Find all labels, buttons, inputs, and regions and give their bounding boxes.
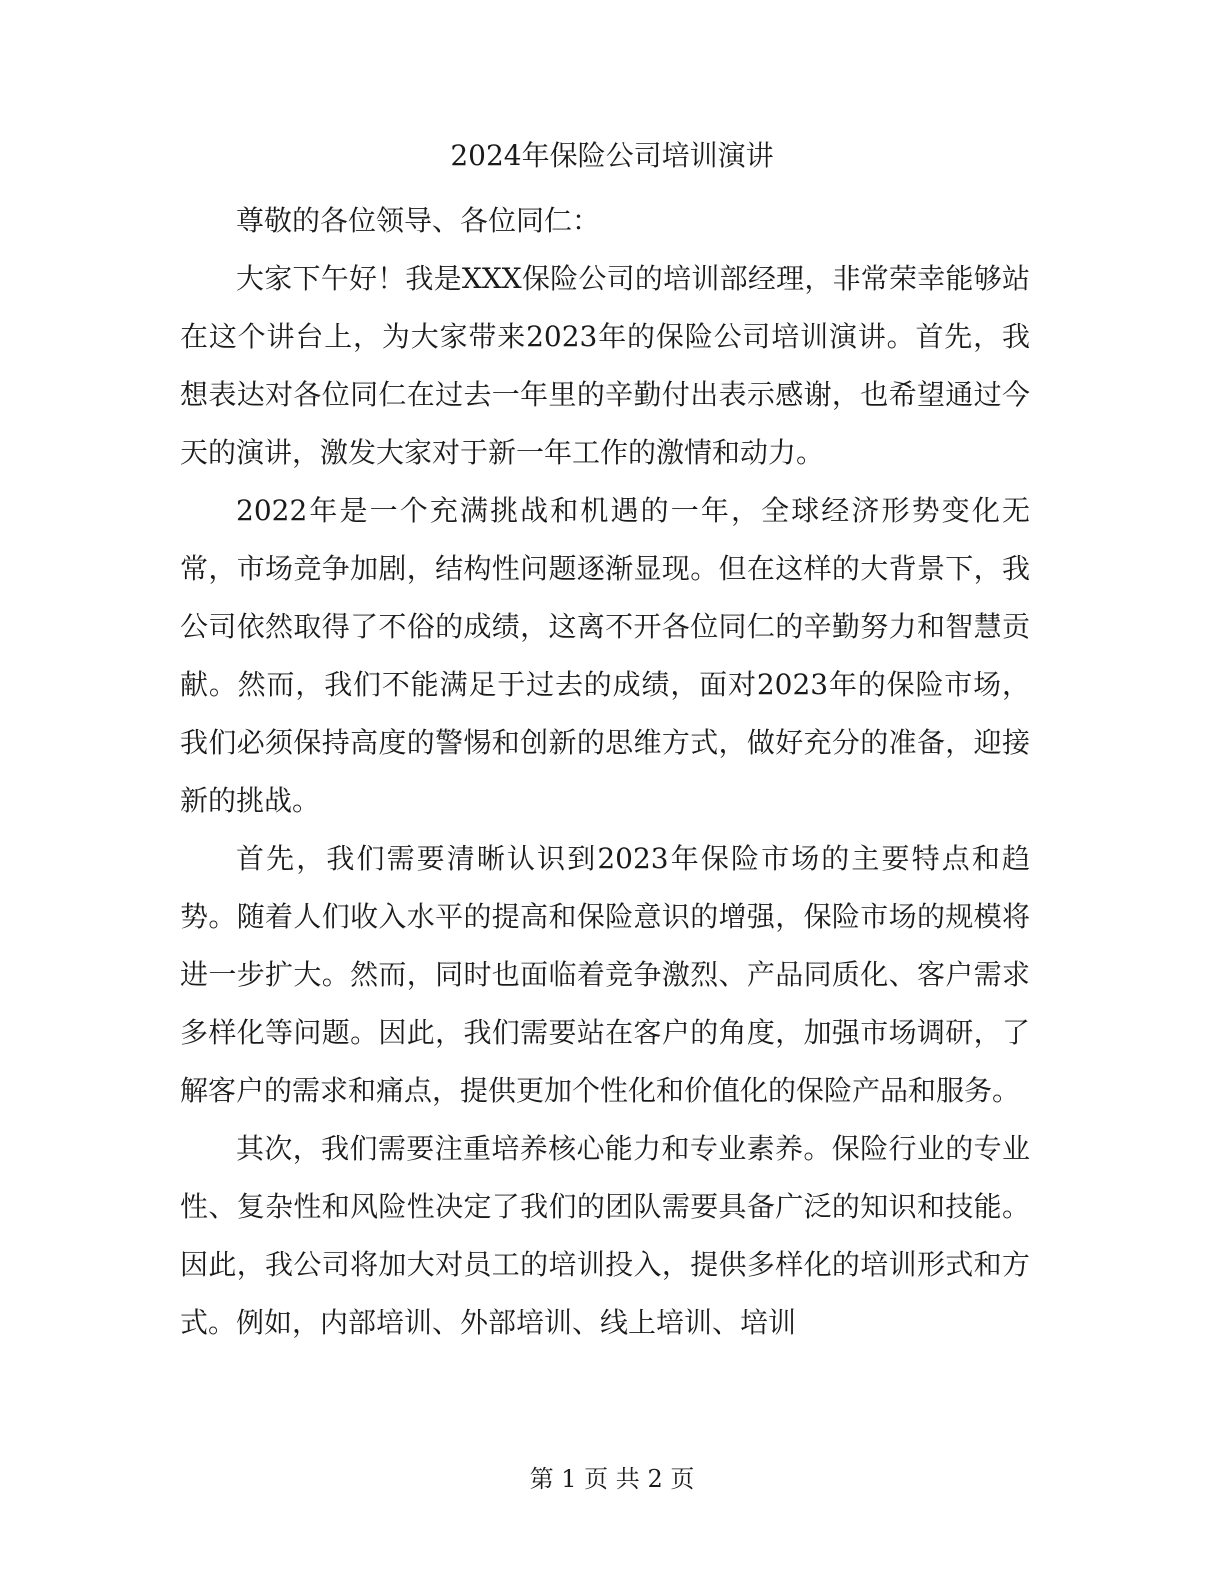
document-body bbox=[180, 192, 1030, 1352]
document-title: 2024年保险公司培训演讲 bbox=[450, 139, 774, 172]
paragraph-1: 大家下午好！我是XXX保险公司的培训部经理，非常荣幸能够站在这个讲台上，为大家带来2023年的保险公司培训演讲。首先，我想表达对各位同仁在过去一年里的辛勤付出表示感谢，也希望通过今天的演讲，激发大家对于新一年工作的激情和动力。 bbox=[180, 262, 1030, 469]
page-number-footer: 第 1 页 共 2 页 bbox=[529, 1465, 695, 1493]
salutation: 尊敬的各位领导、各位同仁： bbox=[236, 204, 601, 237]
paragraph-3: 首先，我们需要清晰认识到2023年保险市场的主要特点和趋势。随着人们收入水平的提高和保险意识的增强，保险市场的规模将进一步扩大。然而，同时也面临着竞争激烈、产品同质化、客户需求多样化等问题。因此，我们需要站在客户的角度，加强市场调研，了解客户的需求和痛点，提供更加个性化和价值化的保险产品和服务。 bbox=[180, 842, 1030, 1107]
paragraph-4: 其次，我们需要注重培养核心能力和专业素养。保险行业的专业性、复杂性和风险性决定了我们的团队需要具备广泛的知识和技能。因此，我公司将加大对员工的培训投入，提供多样化的培训形式和方式。例如，内部培训、外部培训、线上培训、培训 bbox=[180, 1132, 1030, 1339]
paragraph-2: 2022年是一个充满挑战和机遇的一年，全球经济形势变化无常，市场竞争加剧，结构性问题逐渐显现。但在这样的大背景下，我公司依然取得了不俗的成绩，这离不开各位同仁的辛勤努力和智慧贡献。然而，我们不能满足于过去的成绩，面对2023年的保险市场，我们必须保持高度的警惕和创新的思维方式，做好充分的准备，迎接新的挑战。 bbox=[180, 494, 1030, 817]
